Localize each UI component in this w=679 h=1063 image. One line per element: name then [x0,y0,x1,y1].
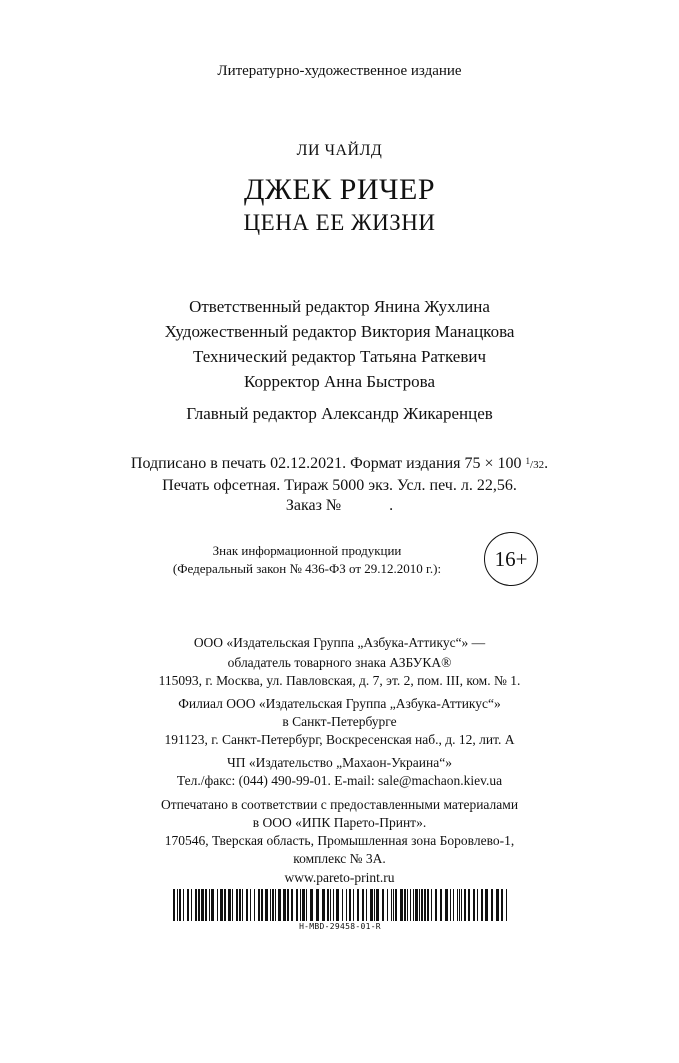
credit-proofreader: Корректор Анна Быстрова [243,372,435,391]
printer-website: www.pareto-print.ru [284,870,395,885]
printer-address: 170546, Тверская область, Промышленная зона Боровлево-1, [164,833,515,848]
branch-line: Филиал ООО «Издательская Группа „Азбука-Аттикус“» [178,696,501,711]
print-info-line-1 [0,455,679,473]
format-denominator: 32 [533,459,545,471]
publisher-address: 115093, г. Москва, ул. Павловская, д. 7, эт. 2, пом. III, ком. № 1. [158,673,521,688]
credit-art-editor: Художественный редактор Виктория Манацкова [164,322,515,341]
printer-line: Отпечатано в соответствии с предоставленными материалами [160,797,519,812]
barcode-image [173,889,507,921]
age-rating-line-2: (Федеральный закон № 436-ФЗ от 29.12.2010 г.): [172,561,442,576]
format-numerator: 1 [525,456,531,466]
book-title: ЦЕНА ЕЕ ЖИЗНИ [243,210,436,235]
printer-address: комплекс № 3А. [293,851,386,866]
ukraine-contacts: Тел./факс: (044) 490-99-01. E-mail: sale@machaon.kiev.ua [176,773,503,788]
ukraine-publisher: ЧП «Издательство „Махаон-Украина“» [227,755,452,770]
genre-label: Литературно-художественное издание [217,63,462,79]
credit-chief-editor: Главный редактор Александр Жикаренцев [186,404,493,423]
credit-technical-editor: Технический редактор Татьяна Раткевич [192,347,487,366]
publisher-line: обладатель товарного знака АЗБУКА® [227,655,452,670]
print-signed-format: Подписано в печать 02.12.2021. Формат издания 75 × 100 [130,455,522,472]
age-rating-line-1: Знак информационной продукции [212,543,402,558]
series-title: ДЖЕК РИЧЕР [243,173,436,206]
print-order-number: Заказ № . [285,497,394,514]
print-info-line-2: Печать офсетная. Тираж 5000 экз. Усл. печ. л. 22,56. [162,477,517,494]
printer-line: в ООО «ИПК Парето-Принт». [252,815,427,830]
format-separator: / [530,459,534,471]
branch-address: 191123, г. Санкт-Петербург, Воскресенская наб., д. 12, лит. А [164,732,515,747]
age-rating-badge: 16+ [484,532,538,586]
format-fraction [525,456,545,471]
age-rating-text [137,542,477,578]
credit-responsible-editor: Ответственный редактор Янина Жухлина [189,297,490,316]
branch-line: в Санкт-Петербурге [282,714,397,729]
format-period: . [544,455,549,472]
publisher-line: ООО «Издательская Группа „Азбука-Аттикус“» — [193,635,486,650]
author-name: ЛИ ЧАЙЛД [296,142,383,159]
barcode-code: Н-MBD-29458-01-R [299,922,381,931]
